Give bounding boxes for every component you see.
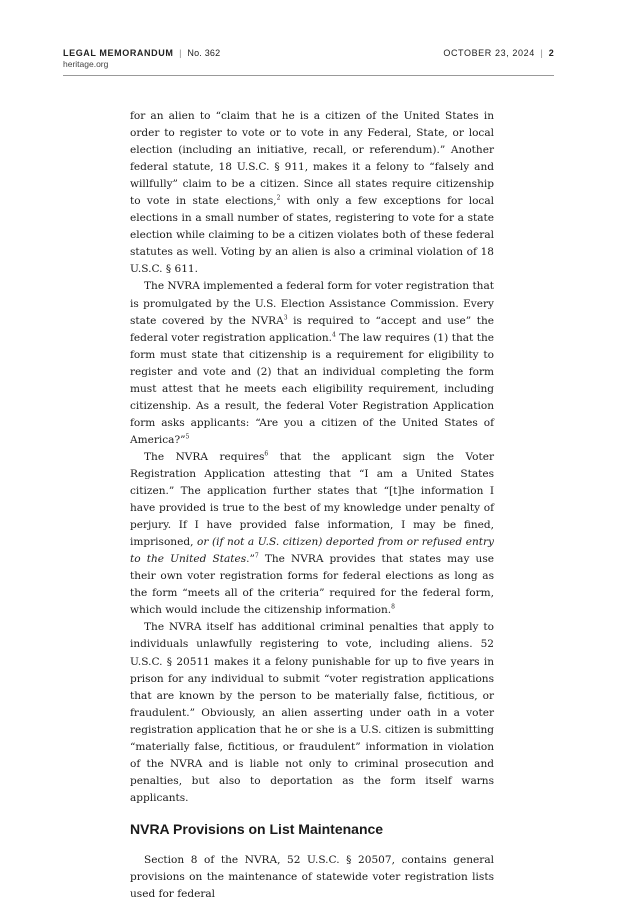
publication-number: No. 362 [187, 48, 221, 58]
paragraph-1 [130, 108, 494, 278]
footnote-ref[interactable]: 6 [264, 450, 269, 458]
paragraph-text: .” [246, 553, 255, 566]
footnote-ref[interactable]: 2 [276, 194, 281, 202]
paragraph-text: The NVRA provides that states may use their own voter registration forms for federal elections as long as the form “meets all of the criteria” required for the federal form, which would include the citizenship information. [130, 553, 494, 617]
paragraph-text: The NVRA implemented a federal form for voter registration that is promulgated by the U.S. Election Assistance Commission. Every state covered by the NVRA [130, 280, 494, 327]
header-row [63, 48, 554, 58]
date-page-info [443, 48, 554, 58]
section-heading: NVRA Provisions on List Maintenance [130, 820, 384, 837]
footnote-ref[interactable]: 4 [332, 331, 336, 339]
header-separator-2: | [540, 48, 544, 58]
header-separator: | [179, 48, 182, 58]
site-link[interactable]: heritage.org [63, 59, 109, 69]
publication-title: LEGAL MEMORANDUM [63, 48, 174, 58]
paragraph-text: Section 8 of the NVRA, 52 U.S.C. § 20507, contains general provisions on the maintenance of statewide voter registration lists used for federal [130, 853, 494, 901]
paragraph-text: is required to “accept and use” the federal voter registration application. [130, 314, 494, 344]
paragraph-text: The NVRA itself has additional criminal penalties that apply to individuals unlawfully registering to vote, including aliens. 52 U.S.C. § 20511 makes it a felony punishable for up to five years in prison for any individual to submit “voter registration applications that are known by the person to be materially false, fictitious, or fraudulent.” Obviously, an alien asserting under oath in a voter registration application that he or she is a U.S. citizen is submitting “materially false, fictitious, or fraudulent” information in violation of the NVRA and is liable not only to criminal prosecution and penalties, but also to deportation as the form itself warns applicants. [130, 621, 494, 804]
publication-date: OCTOBER 23, 2024 [443, 48, 535, 58]
footnote-ref[interactable]: 3 [283, 314, 288, 322]
paragraph-text: for an alien to “claim that he is a citizen of the United States in order to register to vote or to vote in any Federal, State, or local election (including an initiative, recall, or referendum).” Another federal statute, 18 U.S.C. § 911, makes it a felony to “falsely and willfully” claim to be a citizen. Since all states require citizenship to vote in state elections, [130, 110, 494, 208]
footnote-ref[interactable]: 7 [254, 552, 259, 560]
paragraph-5 [130, 852, 494, 903]
paragraph-text: The NVRA requires [144, 450, 265, 463]
paragraph-text: The law requires (1) that the form must state that citizenship is a requirement for eligibility to register and vote and (2) that an individual completing the form must attest that he meets each eligibility requirement, including citizenship. As a result, the federal Voter Registration Application form asks applicants: “Are you a citizen of the United States of America?” [130, 331, 494, 446]
italic-text: or (if not a U.S. citizen) deported from or refused entry to the United States [130, 536, 494, 566]
header-rule [63, 75, 554, 76]
paragraph-text: with only a few exceptions for local elections in a small number of states, registering to vote for a state election while claiming to be a citizen violates both of these federal statutes as well. Voting by an alien is also a criminal violation of 18 U.S.C. § 611. [130, 195, 494, 276]
footnote-ref[interactable]: 5 [185, 433, 190, 441]
document-body [130, 108, 494, 903]
paragraph-text: that the applicant sign the Voter Registration Application attesting that “I am a United States citizen.” The application further states that “[t]he information I have provided is true to the best of my knowledge under penalty of perjury. If I have provided false information, I may be fined, imprisoned, [130, 450, 494, 549]
publication-info [63, 48, 220, 58]
paragraph-4 [130, 619, 494, 807]
paragraph-3 [130, 449, 494, 619]
paragraph-2 [130, 278, 494, 448]
page-number: 2 [548, 48, 554, 58]
page-header [63, 48, 554, 69]
footnote-ref[interactable]: 8 [391, 603, 395, 611]
